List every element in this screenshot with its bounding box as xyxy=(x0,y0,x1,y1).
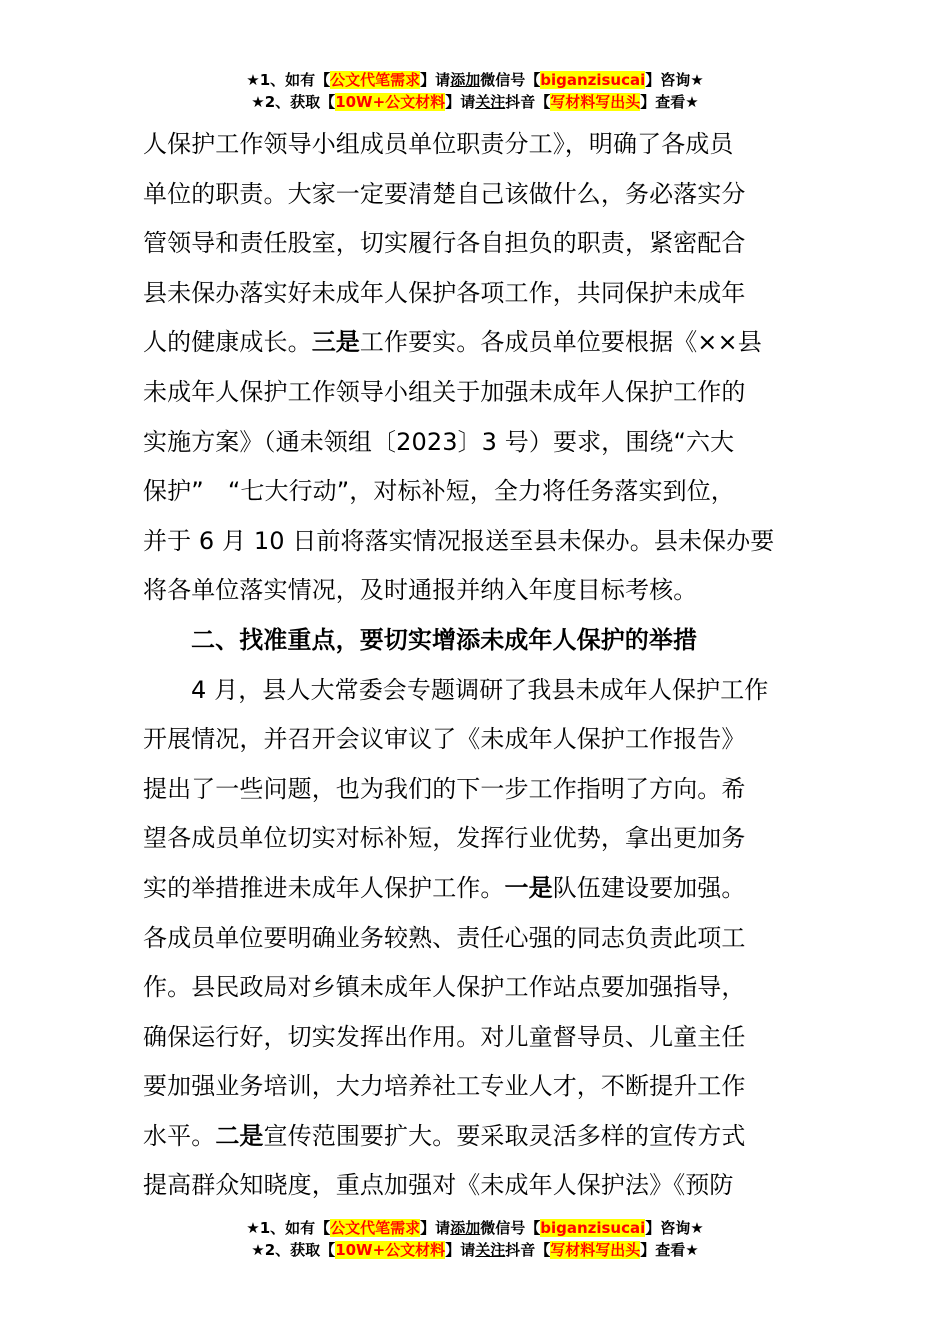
emphasis-point-three: 三是 xyxy=(311,328,360,357)
paragraph-line: 望各成员单位切实对标补短，发挥行业优势，拿出更加务 xyxy=(143,824,746,853)
watermark-banner-bottom xyxy=(0,1217,950,1261)
paragraph-line: 未成年人保护工作领导小组关于加强未成年人保护工作的 xyxy=(143,377,746,406)
paragraph-line: 水平。二是宣传范围要扩大。要采取灵活多样的宣传方式 xyxy=(143,1121,746,1150)
paragraph-line: 实施方案》（通未领组〔2023〕3 号）要求，围绕“六大 xyxy=(143,427,735,456)
paragraph-line: 开展情况，并召开会议审议了《未成年人保护工作报告》 xyxy=(143,725,746,754)
emphasis-point-two: 二是 xyxy=(215,1121,264,1150)
paragraph-line: 实的举措推进未成年人保护工作。一是队伍建设要加强。 xyxy=(143,873,746,902)
paragraph-line: 作。县民政局对乡镇未成年人保护工作站点要加强指导， xyxy=(143,973,746,1002)
paragraph-line: 并于 6 月 10 日前将落实情况报送至县未保办。县未保办要 xyxy=(143,526,775,555)
paragraph-line: 提高群众知晓度，重点加强对《未成年人保护法》《预防 xyxy=(143,1171,734,1200)
paragraph-line: 单位的职责。大家一定要清楚自己该做什么，务必落实分 xyxy=(143,179,746,208)
watermark-banner-top xyxy=(0,69,950,113)
banner-line-2: ★2、获取【10W+公文材料】请关注抖音【写材料写出头】查看★ xyxy=(251,93,699,111)
paragraph-line: 将各单位落实情况，及时通报并纳入年度目标考核。 xyxy=(143,576,698,605)
paragraph-line: 人保护工作领导小组成员单位职责分工》，明确了各成员 xyxy=(143,130,734,158)
paragraph-line: 4 月，县人大常委会专题调研了我县未成年人保护工作 xyxy=(191,675,769,704)
paragraph-line: 提出了一些问题，也为我们的下一步工作指明了方向。希 xyxy=(143,774,746,803)
banner-line-2: ★2、获取【10W+公文材料】请关注抖音【写材料写出头】查看★ xyxy=(251,1241,699,1259)
section-heading: 二、找准重点，要切实增添未成年人保护的举措 xyxy=(191,625,698,654)
banner-line-1: ★1、如有【公文代笔需求】请添加微信号【biganzisucai】咨询★ xyxy=(246,1219,704,1237)
emphasis-point-one: 一是 xyxy=(504,873,553,902)
document-body xyxy=(143,120,808,1211)
banner-line-1: ★1、如有【公文代笔需求】请添加微信号【biganzisucai】咨询★ xyxy=(246,71,704,89)
paragraph-line: 各成员单位要明确业务较熟、责任心强的同志负责此项工 xyxy=(143,923,746,952)
paragraph-line: 人的健康成长。三是工作要实。各成员单位要根据《××县 xyxy=(143,328,762,357)
paragraph-line: 管领导和责任股室，切实履行各自担负的职责，紧密配合 xyxy=(143,229,746,258)
paragraph-line: 确保运行好，切实发挥出作用。对儿童督导员、儿童主任 xyxy=(143,1022,746,1051)
paragraph-line: 县未保办落实好未成年人保护各项工作，共同保护未成年 xyxy=(143,278,746,307)
paragraph-line: 要加强业务培训，大力培养社工专业人才，不断提升工作 xyxy=(143,1072,746,1101)
paragraph-line: 保护” “七大行动”，对标补短，全力将任务落实到位， xyxy=(143,477,735,506)
